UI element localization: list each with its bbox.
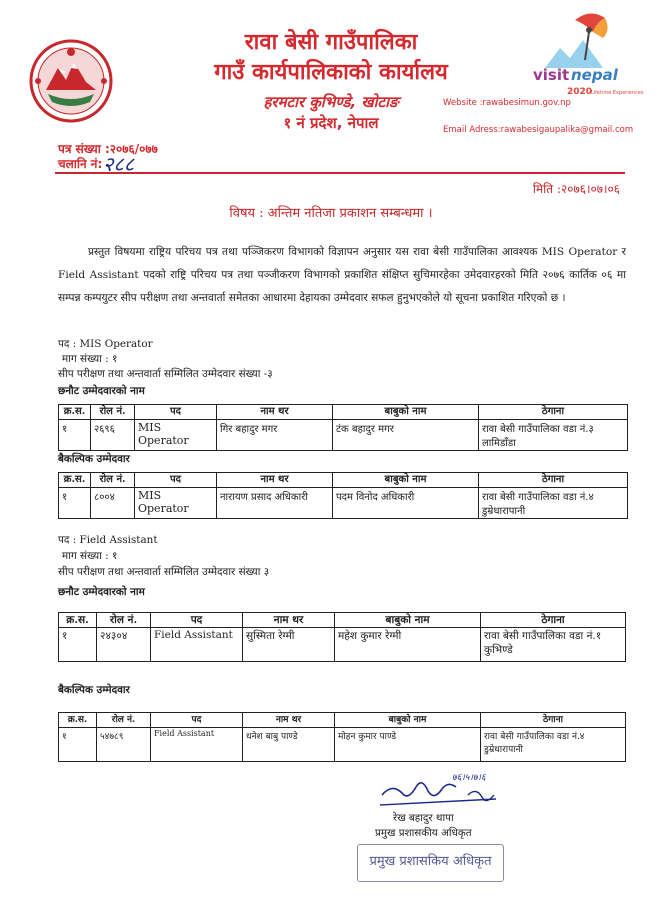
signatory-title: प्रमुख प्रशासकीय अधिकृत <box>375 827 472 839</box>
table-alternate-field <box>58 712 626 762</box>
header-website: Website :rawabesimun.gov.np <box>443 98 571 108</box>
cell-father: मोहन कुमार पाण्डे <box>335 728 481 762</box>
cell-name: सुस्मिता रेग्मी <box>243 628 335 662</box>
col-sn: क्र.स. <box>59 473 91 488</box>
table-header-row <box>59 405 628 420</box>
cell-name: धनेश बाबु पाण्डे <box>243 728 335 762</box>
col-post: पद <box>151 613 243 628</box>
cell-post: Field Assistant <box>151 728 243 762</box>
col-name: नाम थर <box>243 713 335 728</box>
col-name: नाम थर <box>243 613 335 628</box>
cell-post: MIS Operator <box>135 488 217 519</box>
cell-father: टंक बहादुर मगर <box>333 420 479 451</box>
table-header-row <box>59 473 628 488</box>
letter-date: मिति :२०७६।०७।०६ <box>532 182 620 196</box>
section1-exam: सीप परीक्षण तथा अन्तवार्ता सम्मिलित उम्मेदवार संख्या -३ <box>58 368 273 380</box>
col-address: ठेगाना <box>479 473 628 488</box>
table-row <box>59 420 628 451</box>
section2-post: पद : Field Assistant <box>58 534 158 546</box>
table-selected-field <box>58 612 626 662</box>
col-roll: रोल नं. <box>97 713 151 728</box>
cell-sn: १ <box>59 628 97 662</box>
cell-post: Field Assistant <box>151 628 243 662</box>
chalani-number: २८८ <box>103 152 135 176</box>
section1-post: पद : MIS Operator <box>58 338 153 350</box>
table-row <box>59 728 626 762</box>
table-alternate-mis <box>58 472 628 519</box>
cell-address: रावा बेसी गाउँपालिका वडा नं.३ लामिडाँडा <box>479 420 628 451</box>
col-post: पद <box>135 473 217 488</box>
section1-demand: माग संख्या : १ <box>62 353 118 365</box>
official-stamp: प्रमुख प्रशासकिय अधिकृत <box>357 844 504 882</box>
reference-number: पत्र संख्या :२०७६/०७७ <box>58 142 158 156</box>
tagline-text: Lifetime Experiences <box>591 90 644 96</box>
cell-roll: ८००४ <box>91 488 135 519</box>
col-post: पद <box>135 405 217 420</box>
cell-address: रावा बेसी गाउँपालिका वडा नं.१ कुभिण्डे <box>481 628 626 662</box>
header-divider <box>55 172 625 174</box>
cell-sn: १ <box>59 488 91 519</box>
cell-roll: ५४७८९ <box>97 728 151 762</box>
col-roll: रोल नं. <box>91 405 135 420</box>
section2-exam: सीप परीक्षण तथा अन्तवार्ता सम्मिलित उम्मेदवार संख्या ३ <box>58 566 270 578</box>
section2-alternate-heading: बैकल्पिक उम्मेदवार <box>58 684 130 696</box>
cell-name: नारायण प्रसाद अधिकारी <box>217 488 333 519</box>
col-father: बाबुको नाम <box>333 473 479 488</box>
col-father: बाबुको नाम <box>335 613 481 628</box>
cell-name: गिर बहादुर मगर <box>217 420 333 451</box>
table-header-row <box>59 713 626 728</box>
col-sn: क्र.स. <box>59 713 97 728</box>
cell-roll: २४३०४ <box>97 628 151 662</box>
header-address: हरमटार कुभिण्डे, खोटाङ <box>263 93 399 111</box>
header-province: १ नं प्रदेश, नेपाल <box>283 114 379 132</box>
col-name: नाम थर <box>217 405 333 420</box>
cell-roll: २६९६ <box>91 420 135 451</box>
chalani-label: चलानि नं: <box>58 157 103 171</box>
col-name: नाम थर <box>217 473 333 488</box>
col-address: ठेगाना <box>479 405 628 420</box>
nepal-text: nepal <box>571 66 618 84</box>
col-address: ठेगाना <box>481 713 626 728</box>
body-paragraph: प्रस्तुत विषयमा राष्ट्रिय परिचय पत्र तथा पञ्जिकरण विभागको विज्ञापन अनुसार यस रावा बेसी गाउँपालिका आवश्यक MIS Operator र Field Assistant पदको राष्ट्रि परिचय पत्र तथा पञ्जीकरण विभागको प्रकाशित संक्षिप्त सुचिमारहेका उमेदवारहरको मिति २०७६ कार्तिक ०६ मा सम्पन्न कम्पयुटर सीप परीक्षण तथा अन्तवार्ता समेतका आधारमा देहायका उम्मेदवार सफल हुनुभएकोले यो सूचना प्रकाशित गरिएको छ । <box>58 246 626 304</box>
col-post: पद <box>151 713 243 728</box>
col-father: बाबुको नाम <box>333 405 479 420</box>
section1-alternate-heading: बैकल्पिक उम्मेदवार <box>58 453 130 465</box>
cell-sn: १ <box>59 728 97 762</box>
section2-demand: माग संख्या : १ <box>62 550 118 562</box>
cell-address: रावा बेसी गाउँपालिका वडा नं.४ डुम्रेधारापानी <box>481 728 626 762</box>
header-municipality-name: रावा बेसी गाउँपालिका <box>244 30 418 55</box>
signatory-name: रेख बहादुर थापा <box>393 812 454 824</box>
letter-subject: विषय : अन्तिम नतिजा प्रकाशन सम्बन्धमा । <box>229 206 433 221</box>
signature-date: ७६।५।७।६ <box>452 773 486 783</box>
visit-text: visit <box>533 66 570 84</box>
section2-selected-heading: छनौट उम्मेदवारको नाम <box>58 586 145 598</box>
section1-selected-heading: छनौट उम्मेदवारको नाम <box>58 385 145 397</box>
header-email: Email Adress:rawabesigaupalika@gmail.com <box>443 125 634 135</box>
col-roll: रोल नं. <box>91 473 135 488</box>
cell-father: महेश कुमार रेग्मी <box>335 628 481 662</box>
year-text: 2020 <box>567 87 593 97</box>
col-father: बाबुको नाम <box>335 713 481 728</box>
table-row <box>59 488 628 519</box>
table-selected-mis <box>58 404 628 451</box>
table-header-row <box>59 613 626 628</box>
header-office-name: गाउँ कार्यपालिकाको कार्यालय <box>214 60 448 85</box>
cell-address: रावा बेसी गाउँपालिका वडा नं.४ डुम्रेधारापानी <box>479 488 628 519</box>
cell-sn: १ <box>59 420 91 451</box>
table-row <box>59 628 626 662</box>
col-address: ठेगाना <box>481 613 626 628</box>
col-roll: रोल नं. <box>97 613 151 628</box>
cell-father: पदम विनोद अधिकारी <box>333 488 479 519</box>
col-sn: क्र.स. <box>59 405 91 420</box>
cell-post: MIS Operator <box>135 420 217 451</box>
col-sn: क्र.स. <box>59 613 97 628</box>
